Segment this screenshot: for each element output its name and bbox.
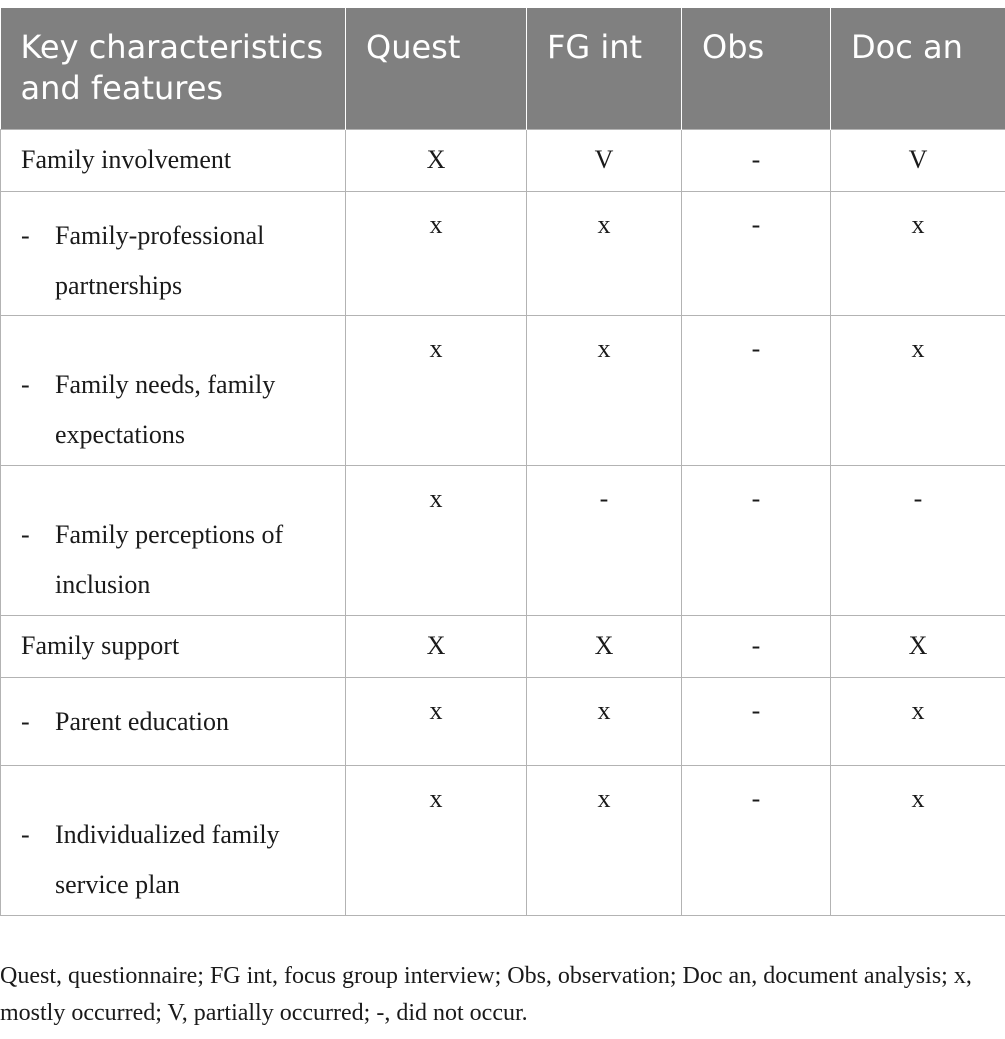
mark-obs: - [682,465,831,615]
mark-doc-an: x [831,315,1005,465]
row-label: Parent education [55,706,229,736]
header-row [1,8,1005,129]
mark-obs: - [682,129,831,191]
features-table [0,8,1005,916]
mark-obs: - [682,315,831,465]
row-label: Family perceptions of inclusion [55,519,284,599]
mark-fg-int: x [527,315,682,465]
header-obs: Obs [682,8,831,129]
dash-marker: - [21,706,30,736]
header-key-characteristics: Key characteristics and features [1,8,346,129]
row-label: Family involvement [1,129,346,191]
mark-quest: X [346,615,527,677]
mark-obs: - [682,191,831,315]
mark-obs: - [682,677,831,765]
mark-fg-int: V [527,129,682,191]
row-label-cell [1,191,346,315]
mark-fg-int: - [527,465,682,615]
mark-quest: x [346,677,527,765]
mark-doc-an: V [831,129,1005,191]
mark-quest: x [346,315,527,465]
mark-doc-an: - [831,465,1005,615]
table-row [1,677,1005,765]
dash-marker: - [21,369,30,399]
row-label-cell [1,465,346,615]
mark-fg-int: X [527,615,682,677]
table-footnote: Quest, questionnaire; FG int, focus group interview; Obs, observation; Doc an, document analysis; x, mostly occurred; V, partially occurred; -, did not occur. [0,963,972,1026]
row-label-cell [1,677,346,765]
header-quest: Quest [346,8,527,129]
row-label: Family needs, family expectations [55,369,276,449]
mark-doc-an: x [831,765,1005,915]
mark-quest: x [346,765,527,915]
mark-fg-int: x [527,191,682,315]
sub-label [21,810,335,910]
mark-quest: X [346,129,527,191]
sub-label [21,510,335,610]
mark-doc-an: X [831,615,1005,677]
row-label-cell [1,765,346,915]
row-label-cell [1,315,346,465]
table-row [1,465,1005,615]
mark-fg-int: x [527,677,682,765]
dash-marker: - [21,519,30,549]
table-row [1,129,1005,191]
row-label: Family support [1,615,346,677]
table-row [1,315,1005,465]
row-label: Family-professional partnerships [55,220,265,300]
mark-doc-an: x [831,677,1005,765]
table-row [1,765,1005,915]
sub-label [21,697,335,747]
row-label: Individualized family service plan [55,819,280,899]
header-fg-int: FG int [527,8,682,129]
mark-fg-int: x [527,765,682,915]
header-doc-an: Doc an [831,8,1005,129]
mark-doc-an: x [831,191,1005,315]
mark-obs: - [682,765,831,915]
table-row [1,191,1005,315]
sub-label [21,211,335,311]
mark-quest: x [346,191,527,315]
sub-label [21,360,335,460]
dash-marker: - [21,819,30,849]
table-row [1,615,1005,677]
mark-obs: - [682,615,831,677]
mark-quest: x [346,465,527,615]
dash-marker: - [21,220,30,250]
